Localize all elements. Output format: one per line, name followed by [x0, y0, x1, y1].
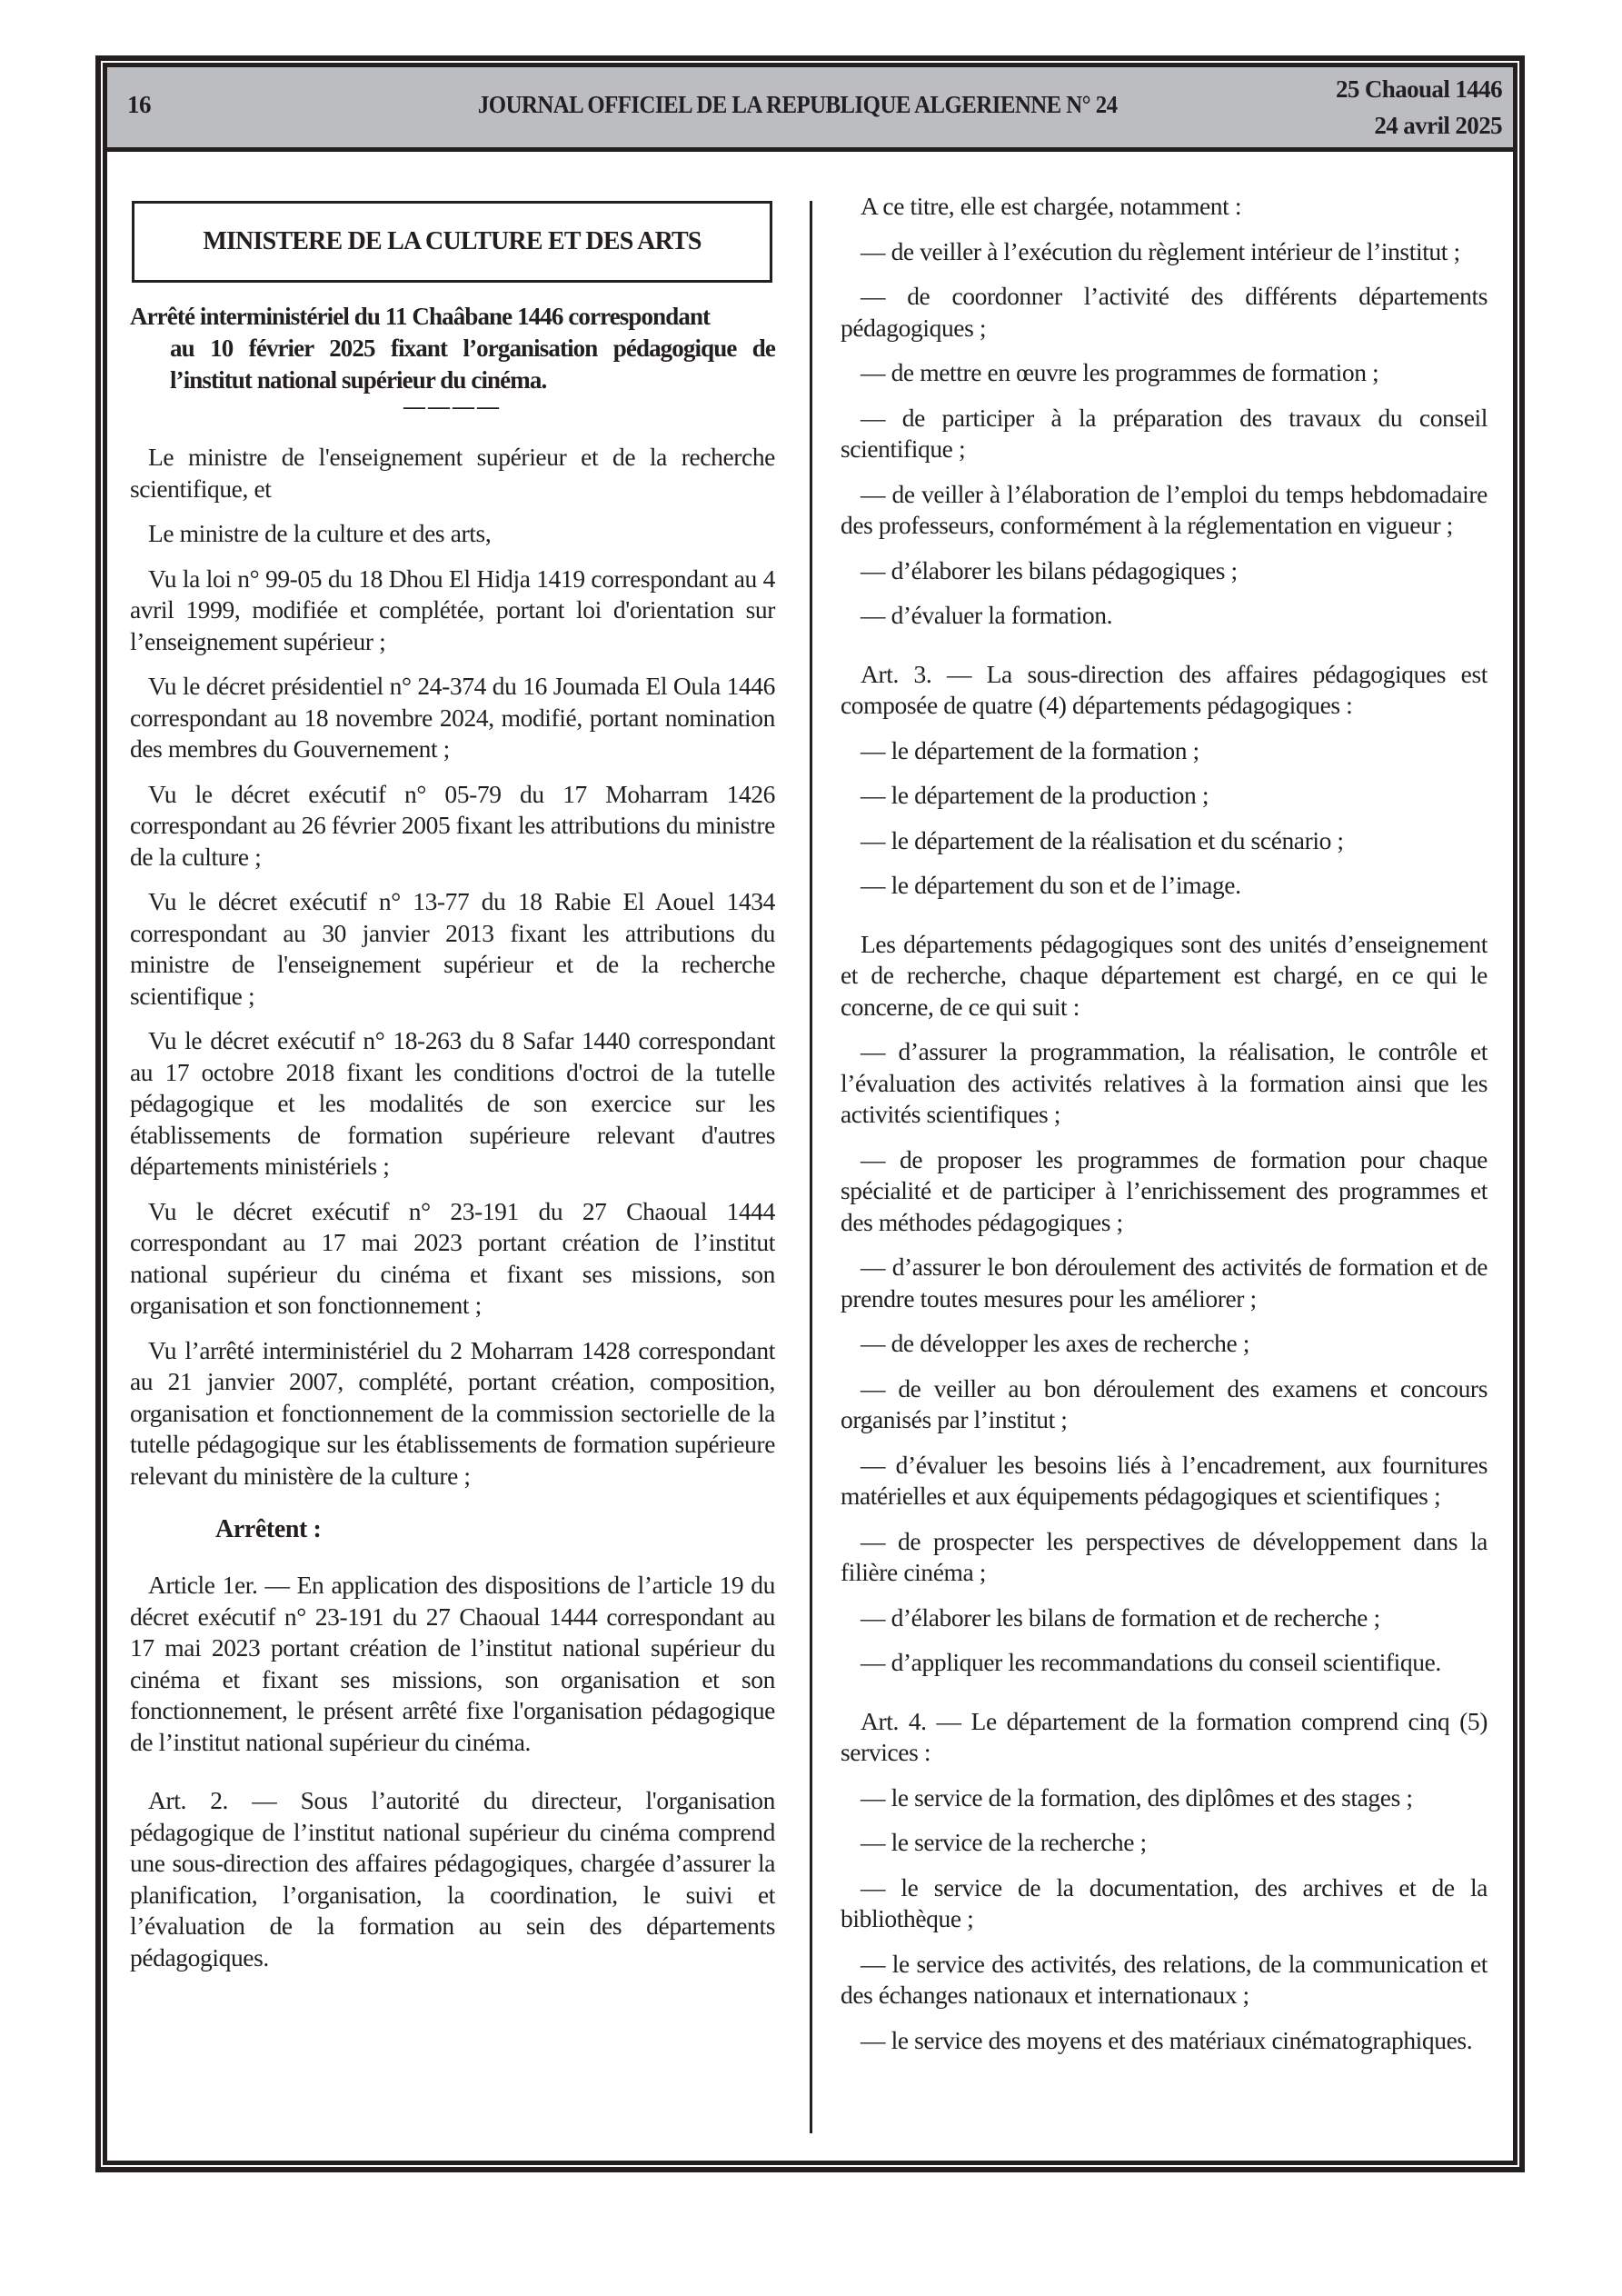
journal-title: JOURNAL OFFICIEL DE LA REPUBLIQUE ALGERIENNE N° 24: [477, 91, 1118, 118]
department-duty-item: — de proposer les programmes de formation pour chaque spécialité et de participer à l’enrichissement des programmes et des méthodes pédagogiques ;: [841, 1144, 1488, 1236]
department-item: — le département de la formation ;: [861, 735, 1199, 764]
ministry-heading: MINISTERE DE LA CULTURE ET DES ARTS: [132, 201, 772, 283]
duty-item: — d’élaborer les bilans pédagogiques ;: [861, 555, 1238, 584]
article-4: Art. 4. — Le département de la formation comprend cinq (5) services :: [841, 1706, 1488, 1766]
duty-item: — de coordonner l’activité des différents départements pédagogiques ;: [841, 282, 1488, 342]
preamble-paragraph: Vu le décret exécutif n° 23-191 du 27 Chaoual 1444 correspondant au 17 mai 2023 portant création de l’institut national supérieur du cinéma et fixant ses missions, son organisation et son fonctionnement ;: [130, 1196, 775, 1319]
preamble-paragraph: Vu la loi n° 99-05 du 18 Dhou El Hidja 1419 correspondant au 4 avril 1999, modifiée et complétée, portant loi d'orientation sur l’enseignement supérieur ;: [130, 564, 775, 655]
department-duty-item: — d’élaborer les bilans de formation et de recherche ;: [861, 1602, 1380, 1632]
department-item: — le département du son et de l’image.: [861, 871, 1241, 899]
preamble-paragraph: Vu le décret exécutif n° 18-263 du 8 Safar 1440 correspondant au 17 octobre 2018 fixant les conditions d'octroi de la tutelle pédagogique et les modalités de son exercice sur les établissements de formation supérieure relevant d'autres départements ministériels ;: [130, 1026, 775, 1180]
department-duty-item: — d’assurer la programmation, la réalisation, le contrôle et l’évaluation des activités relatives à la formation ainsi que les activités scientifiques ;: [841, 1037, 1488, 1128]
hijri-date: 25 Chaoual 1446: [1335, 75, 1502, 103]
department-duty-item: — d’appliquer les recommandations du conseil scientifique.: [861, 1648, 1441, 1676]
department-duty-item: — de veiller au bon déroulement des examens et concours organisés par l’institut ;: [841, 1373, 1488, 1433]
page-number: 16: [127, 91, 151, 118]
arretent-heading: Arrêtent :: [215, 1515, 322, 1543]
preamble-paragraph: Vu l’arrêté interministériel du 2 Moharram 1428 correspondant au 21 janvier 2007, complété, portant création, composition, organisation et fonctionnement de la commission sectorielle de la tutelle pédagogique sur les établissements de formation supérieure relevant du ministère de la culture ;: [130, 1335, 775, 1490]
preamble-paragraph: Vu le décret exécutif n° 05-79 du 17 Moharram 1426 correspondant au 26 février 2005 fixant les attributions du ministre de la culture ;: [130, 779, 775, 871]
decree-title-line1: Arrêté interministériel du 11 Chaâbane 1446 correspondant: [130, 303, 711, 330]
decree-title: [130, 301, 775, 396]
department-item: — le département de la réalisation et du scénario ;: [861, 825, 1344, 854]
service-item: — le service de la formation, des diplômes et des stages ;: [861, 1782, 1413, 1812]
duty-item: — de veiller à l’exécution du règlement intérieur de l’institut ;: [861, 236, 1460, 265]
right-column: [841, 191, 1488, 2056]
duty-item: — de participer à la préparation des travaux du conseil scientifique ;: [841, 403, 1488, 463]
duties-intro: A ce titre, elle est chargée, notamment :: [861, 192, 1242, 220]
article-3: Art. 3. — La sous-direction des affaires pédagogiques est composée de quatre (4) départements pédagogiques :: [841, 659, 1488, 719]
department-item: — le département de la production ;: [861, 781, 1209, 809]
department-duty-item: — de développer les axes de recherche ;: [861, 1329, 1249, 1357]
preamble-paragraph: Le ministre de l'enseignement supérieur et de la recherche scientifique, et: [130, 443, 775, 503]
duty-item: — de veiller à l’élaboration de l’emploi du temps hebdomadaire des professeurs, conformément à la réglementation en vigueur ;: [841, 479, 1488, 539]
left-column: [130, 191, 775, 1973]
duty-item: — de mettre en œuvre les programmes de formation ;: [861, 358, 1379, 386]
issue-date: [1336, 71, 1502, 144]
preamble-paragraph: Vu le décret exécutif n° 13-77 du 18 Rabie El Aouel 1434 correspondant au 30 janvier 2013 fixant les attributions du ministre de l'enseignement supérieur et de la recherche scientifique ;: [130, 887, 775, 1010]
duty-item: — d’évaluer la formation.: [861, 601, 1113, 629]
service-item: — le service des activités, des relations, de la communication et des échanges nationaux et internationaux ;: [841, 1949, 1488, 2009]
department-duty-item: — de prospecter les perspectives de développement dans la filière cinéma ;: [841, 1526, 1488, 1586]
service-item: — le service de la recherche ;: [861, 1828, 1147, 1856]
column-divider: [810, 201, 812, 2133]
article-2: Art. 2. — Sous l’autorité du directeur, l'organisation pédagogique de l’institut national supérieur du cinéma comprend une sous-direction des affaires pédagogiques, chargée d’assurer la planification, l’organisation, la coordination, le suivi et l’évaluation de la formation au sein des départements pédagogiques.: [130, 1786, 775, 1972]
preamble-paragraph: Vu le décret présidentiel n° 24-374 du 16 Joumada El Oula 1446 correspondant au 18 novembre 2024, modifié, portant nomination des membres du Gouvernement ;: [130, 672, 775, 763]
departments-intro: Les départements pédagogiques sont des unités d’enseignement et de recherche, chaque département est chargé, en ce qui le concerne, de ce qui suit :: [841, 929, 1488, 1021]
article-1: Article 1er. — En application des dispositions de l’article 19 du décret exécutif n° 23-191 du 27 Chaoual 1444 correspondant au 17 mai 2023 portant création de l’institut national supérieur du cinéma et fixant ses missions, son organisation et son fonctionnement, le présent arrêté fixe l'organisation pédagogique de l’institut national supérieur du cinéma.: [130, 1571, 775, 1756]
service-item: — le service des moyens et des matériaux cinématographiques.: [861, 2025, 1473, 2054]
department-duty-item: — d’évaluer les besoins liés à l’encadrement, aux fournitures matérielles et aux équipements pédagogiques et scientifiques ;: [841, 1450, 1488, 1510]
preamble-paragraph: Le ministre de la culture et des arts,: [148, 519, 492, 547]
service-item: — le service de la documentation, des archives et de la bibliothèque ;: [841, 1872, 1488, 1932]
decree-title-rest: au 10 février 2025 fixant l’organisation pédagogique de l’institut national supérieur du cinéma.: [170, 334, 775, 394]
title-separator: ————: [403, 395, 502, 419]
journal-header: [107, 67, 1513, 152]
department-duty-item: — d’assurer le bon déroulement des activités de formation et de prendre toutes mesures pour les améliorer ;: [841, 1253, 1488, 1313]
gregorian-date: 24 avril 2025: [1374, 112, 1502, 139]
